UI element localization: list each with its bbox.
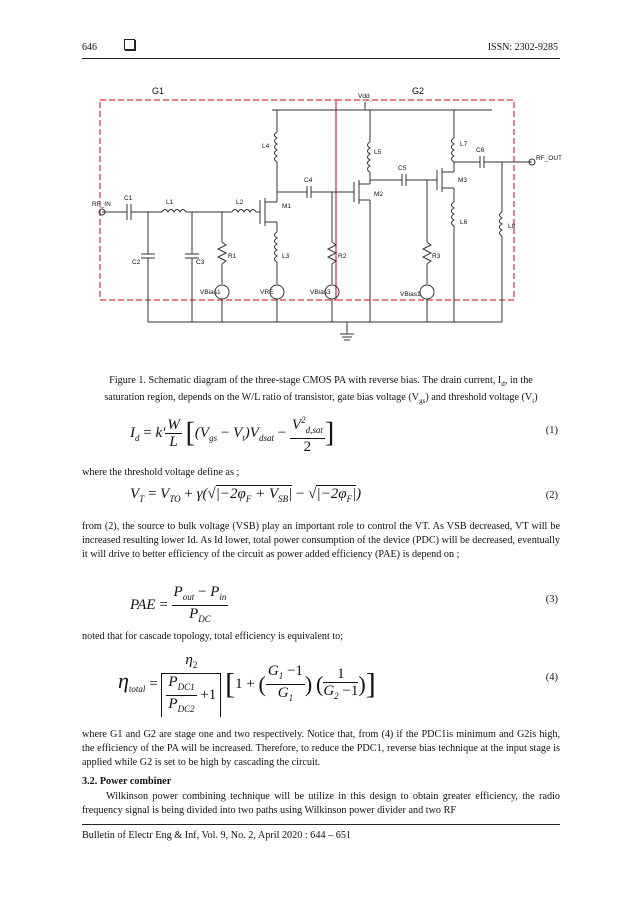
g1-box xyxy=(100,100,336,300)
label-l5: L5 xyxy=(374,149,382,156)
circuit-schematic xyxy=(92,82,562,352)
equation-2-number: (2) xyxy=(545,490,558,501)
paragraph-2: from (2), the source to bulk voltage (VSB) play an important role to control the VT. As VSB decreased, VT will be increased resulting lower Id. As Id lower, total power consumption of the device (PDC) will be decreased, eventually it will drive to better efficiency of the circuit as power added efficiency (PAE) is depend on ; xyxy=(82,521,560,560)
page-number: 646 xyxy=(82,42,97,53)
issn: ISSN: 2302-9285 xyxy=(487,42,558,53)
label-r1: R1 xyxy=(228,253,237,260)
equation-3-number: (3) xyxy=(545,594,558,605)
label-r3: R3 xyxy=(432,253,441,260)
figure-caption: Figure 1. Schematic diagram of the three-stage CMOS PA with reverse bias. The drain current, $I_d$, in the saturation region, depends on the W/L ratio of transistor, gate bias voltage $(V_{gs})$ and threshold voltage $(V_t)$ xyxy=(104,375,538,406)
paragraph-5: Wilkinson power combining technique will be utilize in this design to obtain greater efficiency, the radio frequency signal is being divided into two paths using Wilkinson power divider and two RF xyxy=(82,791,560,816)
label-vbias1-b: VBias1 xyxy=(400,291,421,298)
label-vbias1-a: VBias1 xyxy=(200,289,221,296)
label-g1: G1 xyxy=(152,86,165,96)
label-g2: G2 xyxy=(412,86,425,96)
label-m3: M3 xyxy=(458,177,468,184)
label-m1: M1 xyxy=(282,203,292,210)
label-c5: C5 xyxy=(398,165,407,172)
label-rf-out: RF_OUT xyxy=(536,155,562,162)
label-l7: L7 xyxy=(460,141,468,148)
label-c2: C2 xyxy=(132,259,141,266)
header-rule xyxy=(82,58,560,59)
paragraph-1: where the threshold voltage define as ; xyxy=(82,467,240,478)
label-c3: C3 xyxy=(196,259,205,266)
label-c6: C6 xyxy=(476,147,485,154)
equation-2: $V_T = V_{TO} + \gamma(√|-2\varphi_F + V_{SB}| - √|-2\varphi_F|)$ xyxy=(130,486,362,504)
equation-1-number: (1) xyxy=(545,425,558,436)
footer-rule xyxy=(82,824,560,825)
label-l6: L6 xyxy=(460,219,468,226)
footer-citation: Bulletin of Electr Eng & Inf, Vol. 9, No. 2, April 2020 : 644 – 651 xyxy=(82,830,352,841)
section-heading: 3.2. Power combiner xyxy=(82,776,172,787)
paragraph-4: where G1 and G2 are stage one and two respectively. Notice that, from (4) if the PDC1is minimum and G2is high, the efficiency of the PA will be increased. Therefore, to reduce the PDC1, reverse bias technique at the input stage is applied while G2 is set to be high by cascading the circuit. xyxy=(82,729,560,768)
square-icon xyxy=(124,39,135,50)
label-l3: L3 xyxy=(282,253,290,260)
equation-1: $I_d = k'$ $\frac{W}{L}$ [$(V_{gs} - V_t)V_{dsat}$ − $\frac{V^2_{d,sat}}{2}$ ] xyxy=(130,412,334,455)
label-l1: L1 xyxy=(166,199,174,206)
label-l2: L2 xyxy=(236,199,244,206)
label-l8: L8 xyxy=(508,223,516,230)
paragraph-3: noted that for cascade topology, total efficiency is equivalent to; xyxy=(82,631,344,642)
label-l4: L4 xyxy=(262,143,270,150)
label-c4: C4 xyxy=(304,177,313,184)
label-m2: M2 xyxy=(374,191,384,198)
label-c1: C1 xyxy=(124,195,133,202)
label-vre: VRE xyxy=(260,289,274,296)
label-vbias3: VBias3 xyxy=(310,289,331,296)
equation-3: PAE = $\frac{P_{out} - P_{in}}{P_{DC}}$ xyxy=(130,584,227,624)
equation-4-number: (4) xyxy=(545,672,558,683)
label-vdd: Vdd xyxy=(358,93,370,100)
label-r2: R2 xyxy=(338,253,347,260)
label-rf-in: RF_IN xyxy=(92,201,111,208)
equation-4: $\eta_{total}$ = $\eta_2$ $\frac{P_{DC1}}{P_{DC2}}$ +1 [1 + ( $\frac{G_1 -1}{G_1}$ ) ( $\frac{1}{G_2 -1}$ )] xyxy=(118,652,376,717)
